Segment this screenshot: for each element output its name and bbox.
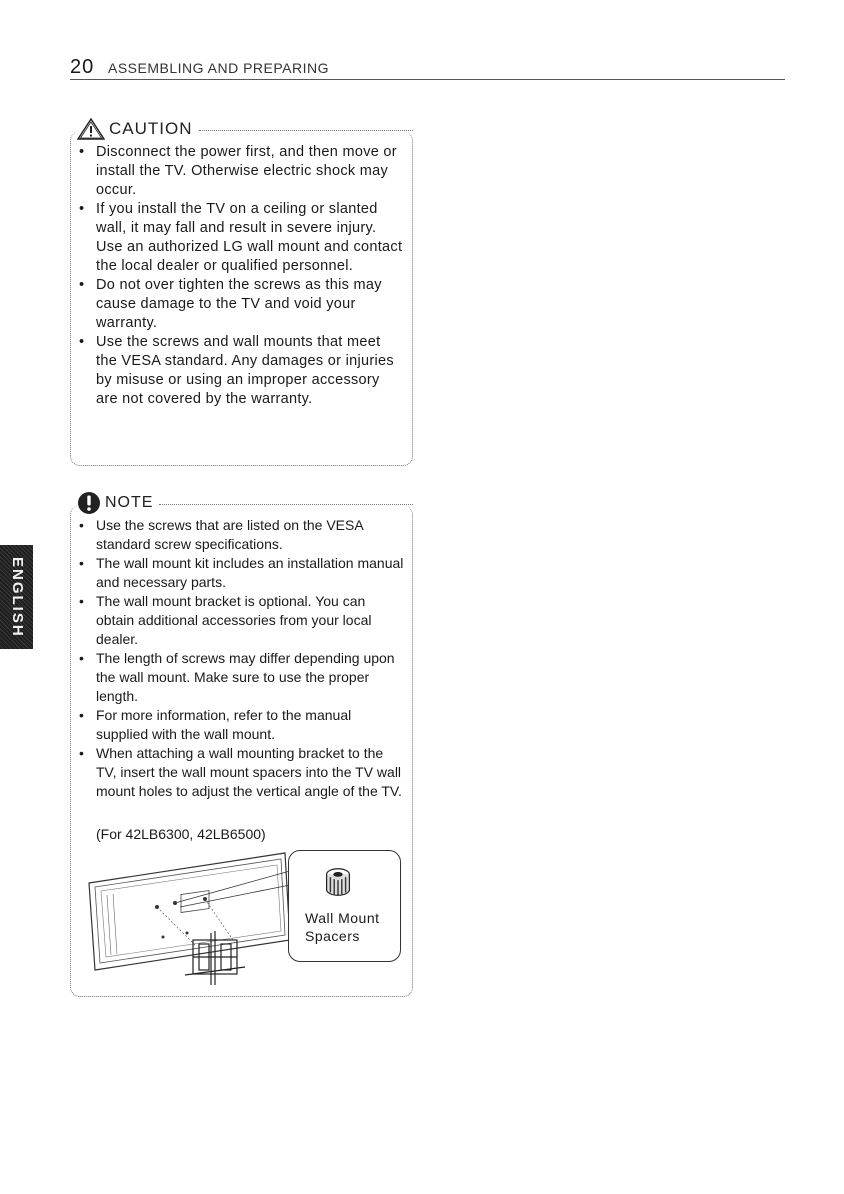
language-tab [0, 545, 33, 649]
page-number: 20 [70, 56, 95, 78]
caution-header-rule [199, 130, 414, 131]
note-exclamation-icon [77, 491, 101, 515]
note-header [69, 493, 413, 513]
section-title: ASSEMBLING AND PREPARING [108, 60, 330, 76]
note-item: • The length of screws may differ depending upon the wall mount. Make sure to use the proper length. [79, 649, 404, 706]
note-list [79, 516, 404, 801]
spacer-callout-label: Wall Mount Spacers [305, 910, 380, 944]
language-tab-label: ENGLISH [9, 556, 26, 638]
caution-box [70, 119, 413, 466]
note-item: • For more information, refer to the manual supplied with the wall mount. [79, 706, 404, 744]
note-item: • The wall mount bracket is optional. You can obtain additional accessories from your local dealer. [79, 592, 404, 649]
page-header [70, 55, 785, 80]
caution-header [69, 119, 413, 139]
caution-title: CAUTION [109, 119, 193, 138]
note-box [70, 494, 413, 997]
warning-triangle-icon [77, 118, 105, 140]
caution-list [79, 143, 404, 409]
caution-item: • Do not over tighten the screws as this may cause damage to the TV and void your warranty. [79, 276, 404, 333]
note-header-rule [159, 504, 413, 505]
note-item: • Use the screws that are listed on the VESA standard screw specifications. [79, 516, 404, 554]
model-list: (For 42LB6300, 42LB6500) [96, 826, 266, 842]
caution-item: • If you install the TV on a ceiling or slanted wall, it may fall and result in severe injury. Use an authorized LG wall mount and contact the local dealer or qualified personnel. [79, 200, 404, 276]
spacer-callout [288, 850, 401, 962]
note-item: • The wall mount kit includes an installation manual and necessary parts. [79, 554, 404, 592]
spacer-icon [319, 863, 357, 901]
note-title: NOTE [105, 494, 154, 511]
caution-item: • Disconnect the power first, and then move or install the TV. Otherwise electric shock may occur. [79, 143, 404, 200]
caution-item: • Use the screws and wall mounts that meet the VESA standard. Any damages or injuries by misuse or using an improper accessory are not covered by the warranty. [79, 333, 404, 409]
note-item: • When attaching a wall mounting bracket to the TV, insert the wall mount spacers into the TV wall mount holes to adjust the vertical angle of the TV. [79, 744, 404, 801]
